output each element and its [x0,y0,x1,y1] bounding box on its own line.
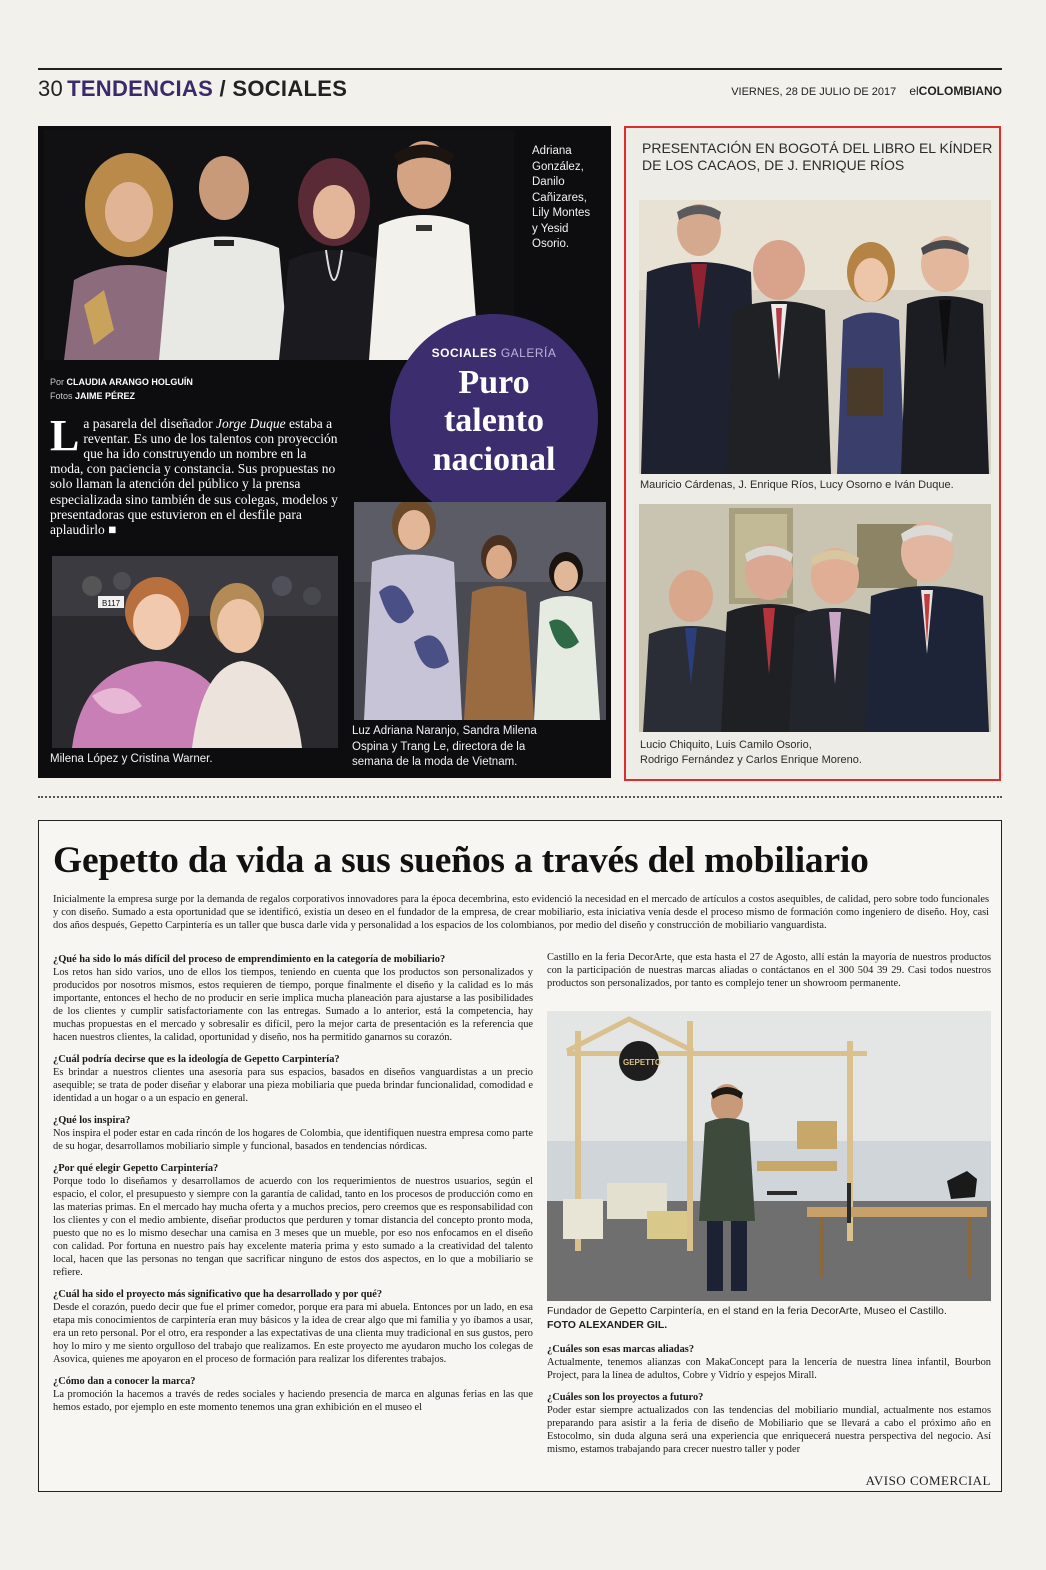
svg-text:GEPETTO: GEPETTO [623,1058,662,1067]
caption-photo-2: Lucio Chiquito, Luis Camilo Osorio, Rodrigo Fernández y Carlos Enrique Moreno. [640,739,862,767]
answer: Poder estar siempre actualizados con las tendencias del mobiliario mundial, actualmente nos estamos preparando para asistir a la feria de diseño de Mobiliario que se llevará a cabo el próximo año en Estocolmo, sin duda alguna será una experiencia que enriquecerá nuestra perspectiva del negocio. Así mismo, estamos trabajando para crecer nuestro taller y poder [547,1405,991,1455]
photo-two-women [52,556,338,748]
issue-date: VIERNES, 28 DE JULIO DE 2017 [731,86,897,98]
question: ¿Por qué elegir Gepetto Carpintería? [53,1163,219,1174]
page-number: 30 [38,76,64,101]
question: ¿Cómo dan a conocer la marca? [53,1376,196,1387]
byline: Por CLAUDIA ARANGO HOLGUÍN Fotos JAIME PÉREZ [50,377,193,401]
answer: Actualmente, tenemos alianzas con MakaConcept para la lencería de nuestra línea infantil, Bourbon Project, para la línea de adultos, Cobre y Vidrío y espejos Mirall. [547,1357,991,1381]
advertorial-lead: Inicialmente la empresa surge por la demanda de regalos corporativos innovadores para la época decembrina, esto evidenció la necesidad en el mercado de artículos a costos asequibles, de calidad, pero sobre todo funcionales y con diseño. Sumado a esta oportunidad que se identificó, existía un deseo en el fundador de la empresa, de crear mobiliario, esta iniciativa venía desde el proceso mismo de formación como ingeniero de diseño. Hoy, casi dos años después, Gepetto Carpintería es un taller que busca darle vida y personalidad a los espacios de los colombianos, por medio del diseño y construcción de mobiliario vanguardista. [53,894,989,931]
answer: Porque todo lo diseñamos y desarrollamos de acuerdo con los requerimientos de nuestros usuarios, según el espacio, el color, el presupuesto y siempre con la garantía de calidad, tanto en los procesos de producción como en las materias primas. En el mercado hay mucha oferta y a muchos precios, pero creemos que es responsabilidad con los clientes y con el medio ambiente, diseñar productos que perduren y tomar distancia del concepto pronto moda, puesto que no es lo mismo desechar una camisa en 3 meses que un mueble, por eso nos enfocamos en el diseño con calidad. Por fortuna en nuestro país hay excelente materia prima y esto sumado a la creatividad del talento local, hacen que las personas no tengan que sacrificar ninguno de estos dos aspectos, en lo que a mobiliario se refiere. [53,1176,533,1278]
answer: Es brindar a nuestros clientes una asesoría para sus espacios, basados en diseños vanguardistas a un precio asequible; se trata de poder diseñar y elaborar una pieza mobiliaria que pueda brindar funcionalidad, comodidad e identidad a un hogar o a un espacio en general. [53,1067,533,1104]
answer: La promoción la hacemos a través de redes sociales y haciendo presencia de marca en algunas ferias en las que hemos estado, por ejemplo en este momento tenemos una gran exhibición en el museo el [53,1389,533,1413]
question: ¿Qué los inspira? [53,1115,131,1126]
caption-photo-1: Mauricio Cárdenas, J. Enrique Ríos, Lucy Osorno e Iván Duque. [640,479,954,491]
question: ¿Cuáles son esas marcas aliadas? [547,1344,695,1355]
answer: Nos inspira el poder estar en cada rincón de los hogares de Colombia, que identifiquen nuestra empresa como parte de su hogar, desarrollamos mobiliario simple y funcional, basados en tendencias nórdicas. [53,1128,533,1152]
question: ¿Cuál ha sido el proyecto más significativo que ha desarrollado y por qué? [53,1289,383,1300]
section-divider [38,796,1002,798]
intro-paragraph: La pasarela del diseñador Jorge Duque estaba a reventar. Es uno de los talentos con proyección que ha ido construyendo un nombre en la moda, con paciencia y constancia. Sus propuestas no solo llaman la atención del público y la prensa especializada sino también de sus colegas, modelos y presentadoras que estuvieron en el desfile para aplaudirlo ■ [50,411,338,537]
photo-credit: FOTO ALEXANDER GIL. [547,1318,668,1331]
advertorial [38,820,1002,1492]
svg-text:B117: B117 [102,599,121,608]
advertorial-headline: Gepetto da vida a sus sueños a través del mobiliario [53,840,869,881]
photo-caption: Fundador de Gepetto Carpintería, en el stand en la feria DecorArte, Museo el Castillo. FOTO ALEXANDER GIL. [547,1305,991,1332]
photo-four-men [639,504,991,732]
section-separator: / [219,76,226,101]
photo-designers-group [44,130,514,360]
caption-bottom-right: Luz Adriana Naranjo, Sandra Milena Ospina y Trang Le, directora de la semana de la moda de Vietnam. [352,725,537,769]
right-column-continuation: Castillo en la feria DecorArte, que esta hasta el 27 de Agosto, allí están la mayoría de nuestros productos con la participación de nuestras marcas aliadas o contáctanos en el 300 504 39 29. Casi todos nuestros productos son personalizados, por tanto es complejo tener un showroom permanente. [547,952,991,989]
photo-book-presentation [639,200,991,474]
drop-cap: L [50,411,80,460]
commercial-notice: AVISO COMERCIAL [865,1473,991,1488]
section-name: TENDENCIAS [67,76,214,101]
panel-heading: PRESENTACIÓN EN BOGOTÁ DEL LIBRO EL KÍNDER DE LOS CACAOS, DE J. ENRIQUE RÍOS [642,140,993,173]
gallery-title: Puro talento nacional [432,364,556,478]
book-presentation-panel [624,126,1001,781]
header-rule [38,68,1002,70]
question: ¿Qué ha sido lo más difícil del proceso de emprendimiento en la categoría de mobiliario? [53,954,446,965]
caption-top-names: Adriana González, Danilo Cañizares, Lily Montes y Yesid Osorio. [532,145,591,251]
title-badge [390,314,598,522]
question: ¿Cuál podría decirse que es la ideología de Gepetto Carpintería? [53,1054,340,1065]
left-column-interview [53,953,533,1414]
answer: Los retos han sido varios, uno de ellos los tiempos, teniendo en cuenta que los productos son personalizados y producidos por nosotros mismos, estos requieren de tiempo, porque finalmente el diseño y la calidad es lo más importante, entonces el hecho de no producir en serie implica mucha planeación para ajustarse a las posibilidades de los clientes y cumplir satisfactoriamente con las entregas. Sumado a lo anterior, está la competencia, hay muchas propuestas en el mercado y sobresalir es difícil, pero la mejor carta de presentación es la referencia que hacen nuestros clientes, la calidad, oportunidad y diseño, nos ha permitido ganarnos su corazón. [53,967,533,1043]
subsection-name: SOCIALES [232,76,348,101]
question: ¿Cuáles son los proyectos a futuro? [547,1392,704,1403]
fashion-gallery [38,126,611,778]
photo-gepetto-stand [547,1011,991,1301]
newspaper-logo: elCOLOMBIANO [909,84,1002,98]
caption-bottom-left: Milena López y Cristina Warner. [50,753,213,765]
section-tag: SOCIALES GALERÍA [431,346,557,360]
right-column-interview [547,1343,991,1456]
dateline [731,84,1002,98]
photo-three-women [354,502,606,720]
answer: Desde el corazón, puedo decir que fue el primer comedor, porque era para mi abuela. Entonces por un lado, en esa etapa mis conocimientos de carpintería eran muy básicos y la idea de crear algo que mi familia y yo íbamos a usar, era un reto personal. Por el otro, era responder a las expectativas de una clienta muy tradicional en sus gustos, pero hoy lo miro y me siento orgulloso del trabajo que realizamos. En este proyecto me ayudaron mucho los colegas de Asovica, quienes me apoyaron en el proceso de formación para realizar los diferentes trabajos. [53,1302,533,1365]
section-header [38,76,347,102]
